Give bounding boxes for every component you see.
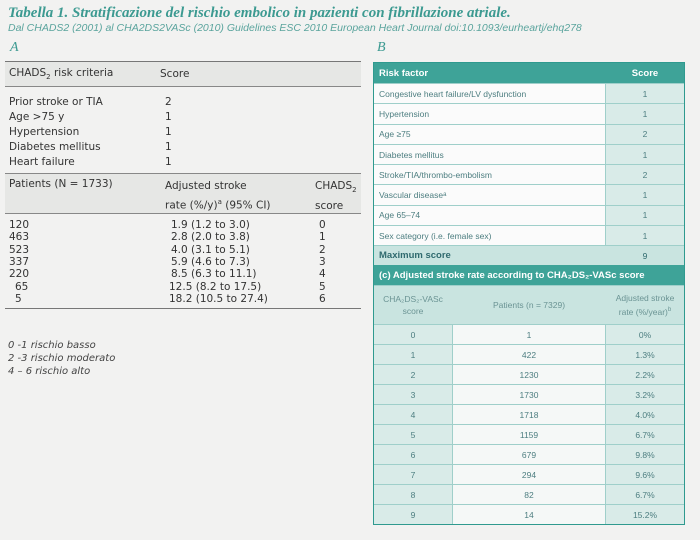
patients-rows — [5, 214, 361, 308]
criteria-row: Heart failure 1 — [9, 155, 172, 168]
risk-factor-header-row — [374, 63, 684, 83]
risk-factor-row: Vascular disease a 1 — [374, 184, 684, 204]
table-row: 463 2.8 (2.0 to 3.8) 1 — [9, 231, 326, 244]
criteria-header-row — [5, 62, 361, 87]
table-row: 4 1718 4.0% — [374, 404, 684, 424]
section-a-label: A — [10, 40, 19, 55]
criteria-list — [5, 87, 361, 173]
risk-factor-row: Congestive heart failure/LV dysfunction 1 — [374, 83, 684, 103]
risk-factor-header: Risk factor — [379, 67, 429, 79]
patients-header: Patients (n = 7329) — [492, 300, 566, 311]
patients-header-row — [5, 173, 361, 214]
patients-header: Patients (N = 1733) — [9, 178, 113, 190]
maximum-score-value: 9 — [642, 250, 648, 261]
risk-factor-row: Stroke/TIA/thrombo-embolism 2 — [374, 164, 684, 184]
stroke-rate-header: Adjusted stroke rate (%/year)$^b$ — [615, 293, 675, 318]
table-row: 2 1230 2.2% — [374, 364, 684, 384]
table-row: 337 5.9 (4.6 to 7.3) 3 — [9, 256, 326, 269]
vasc-score-header: CHA₂DS₂-VASc score — [383, 294, 443, 317]
table-row: 5 18.2 (10.5 to 27.4) 6 — [15, 292, 326, 305]
score-header: Score — [160, 68, 190, 80]
note-low: 0 -1 rischio basso — [8, 340, 96, 351]
table-row: 65 12.5 (8.2 to 17.5) 5 — [15, 280, 326, 293]
table-row: 220 8.5 (6.3 to 11.1) 4 — [9, 268, 326, 281]
maximum-score-row — [374, 245, 684, 265]
criteria-header: $CHADS_2$ risk criteria — [9, 66, 114, 82]
table-row: 9 14 15.2% — [374, 504, 684, 524]
table-row: 120 1.9 (1.2 to 3.0) 0 — [9, 219, 326, 232]
note-moderate: 2 -3 rischio moderato — [8, 353, 116, 364]
cha2ds2-vasc-table — [373, 62, 685, 525]
risk-notes — [8, 339, 115, 378]
criteria-row: Hypertension 1 — [9, 125, 172, 138]
table-row: 5 1159 6.7% — [374, 424, 684, 444]
criteria-row: Age >75 y 1 — [9, 110, 172, 123]
risk-factor-row: Age ≥75 2 — [374, 124, 684, 144]
maximum-score-label: Maximum score — [379, 250, 451, 262]
table-row: 6 679 9.8% — [374, 444, 684, 464]
risk-factor-row: Diabetes mellitus 1 — [374, 144, 684, 164]
section-b-label: B — [377, 40, 386, 55]
risk-factor-row: Sex category (i.e. female sex) 1 — [374, 225, 684, 245]
chads2-table — [5, 61, 361, 309]
risk-factor-row: Age 65–74 1 — [374, 205, 684, 225]
table-row: 523 4.0 (3.1 to 5.1) 2 — [9, 243, 326, 256]
criteria-row: Prior stroke or TIA 2 — [9, 95, 172, 108]
chads2-score-header: $CHADS_2$ score — [315, 180, 357, 213]
score-header: Score — [631, 67, 659, 79]
risk-factor-row: Hypertension 1 — [374, 103, 684, 123]
page-subtitle: Dal CHADS2 (2001) al CHA2DS2VASc (2010) Guidelines ESC 2010 European Heart Journal doi:10.1093/eurheartj/ehq278 — [8, 22, 582, 34]
stroke-rate-header-row — [374, 285, 684, 324]
table-row: 1 422 1.3% — [374, 344, 684, 364]
section-c-title: (c) Adjusted stroke rate according to CHA₂DS₂-VASc score — [374, 265, 684, 285]
rate-header: Adjusted stroke rate $(\%/y)^a$ (95% CI) — [165, 180, 271, 212]
note-high: 4 – 6 rischio alto — [8, 366, 91, 377]
table-row: 3 1730 3.2% — [374, 384, 684, 404]
page-title: Tabella 1. Stratificazione del rischio embolico in pazienti con fibrillazione atriale. — [8, 5, 511, 21]
table-row: 8 82 6.7% — [374, 484, 684, 504]
table-row: 0 1 0% — [374, 324, 684, 344]
criteria-row: Diabetes mellitus 1 — [9, 140, 172, 153]
table-row: 7 294 9.6% — [374, 464, 684, 484]
